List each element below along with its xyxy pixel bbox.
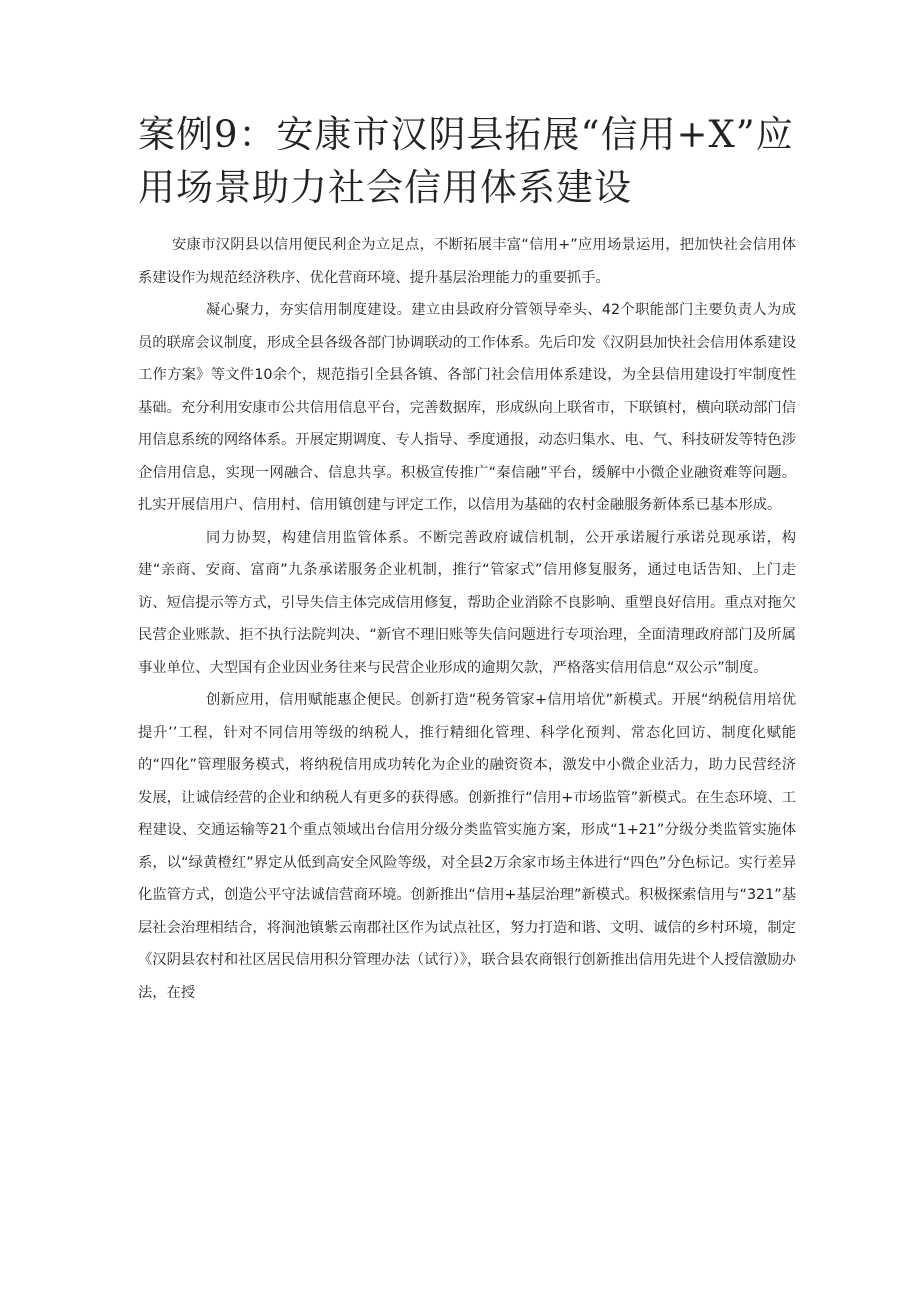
section-paragraph-credit-application: 创新应用，信用赋能惠企便民。创新打造“税务管家+信用培优”新模式。开展“纳税信用培优提升’’工程，针对不同信用等级的纳税人，推行精细化管理、科学化预判、常态化回访、制度化赋能的“四化”管理服务模式，将纳税信用成功转化为企业的融资资本，激发中小微企业活力，助力民营经济发展，让诚信经营的企业和纳税人有更多的获得感。创新推行“信用+市场监管”新模式。在生态环境、工程建设、交通运输等21个重点领域出台信用分级分类监管实施方案，形成“1+21”分级分类监管实施体系，以“绿黄橙红”界定从低到高安全风险等级，对全县2万余家市场主体进行“四色”分色标记。实行差异化监管方式，创造公平守法诚信营商环境。创新推出“信用+基层治理”新模式。积极探索信用与“321”基层社会治理相结合，将涧池镇紫云南郡社区作为试点社区，努力打造和谐、文明、诚信的乡村环境，制定《汉阴县农村和社区居民信用积分管理办法（试行）》，联合县农商银行创新推出信用先进个人授信激励办法，在授 [138,692,796,1001]
section-paragraph-credit-system: 凝心聚力，夯实信用制度建设。建立由县政府分管领导牵头、42个职能部门主要负责人为成员的联席会议制度，形成全县各级各部门协调联动的工作体系。先后印发《汉阴县加快社会信用体系建设工作方案》等文件10余个，规范指引全县各镇、各部门社会信用体系建设，为全县信用建设打牢制度性基础。充分利用安康市公共信用信息平台，完善数据库，形成纵向上联省市，下联镇村，横向联动部门信用信息系统的网络体系。开展定期调度、专人指导、季度通报，动态归集水、电、气、科技研发等特色涉企信用信息，实现一网融合、信息共享。积极宣传推广“秦信融”平台，缓解中小微企业融资难等问题。扎实开展信用户、信用村、信用镇创建与评定工作，以信用为基础的农村金融服务新体系已基本形成。 [138,302,796,513]
intro-paragraph: 安康市汉阴县以信用便民利企为立足点，不断拓展丰富“信用+”应用场景运用，把加快社会信用体系建设作为规范经济秩序、优化营商环境、提升基层治理能力的重要抓手。 [138,237,796,286]
document-body [138,229,796,1009]
section-paragraph-credit-supervision: 同力协契，构建信用监管体系。不断完善政府诚信机制，公开承诺履行承诺兑现承诺，构建“亲商、安商、富商”九条承诺服务企业机制，推行“管家式”信用修复服务，通过电话告知、上门走访、短信提示等方式，引导失信主体完成信用修复，帮助企业消除不良影响、重塑良好信用。重点对拖欠民营企业账款、拒不执行法院判决、“新官不理旧账等失信问题进行专项治理，全面清理政府部门及所属事业单位、大型国有企业因业务往来与民营企业形成的逾期欠款，严格落实信用信息“双公示”制度。 [138,529,796,676]
document-title: 案例9：安康市汉阴县拓展“信用+X”应用场景助力社会信用体系建设 [138,113,794,209]
